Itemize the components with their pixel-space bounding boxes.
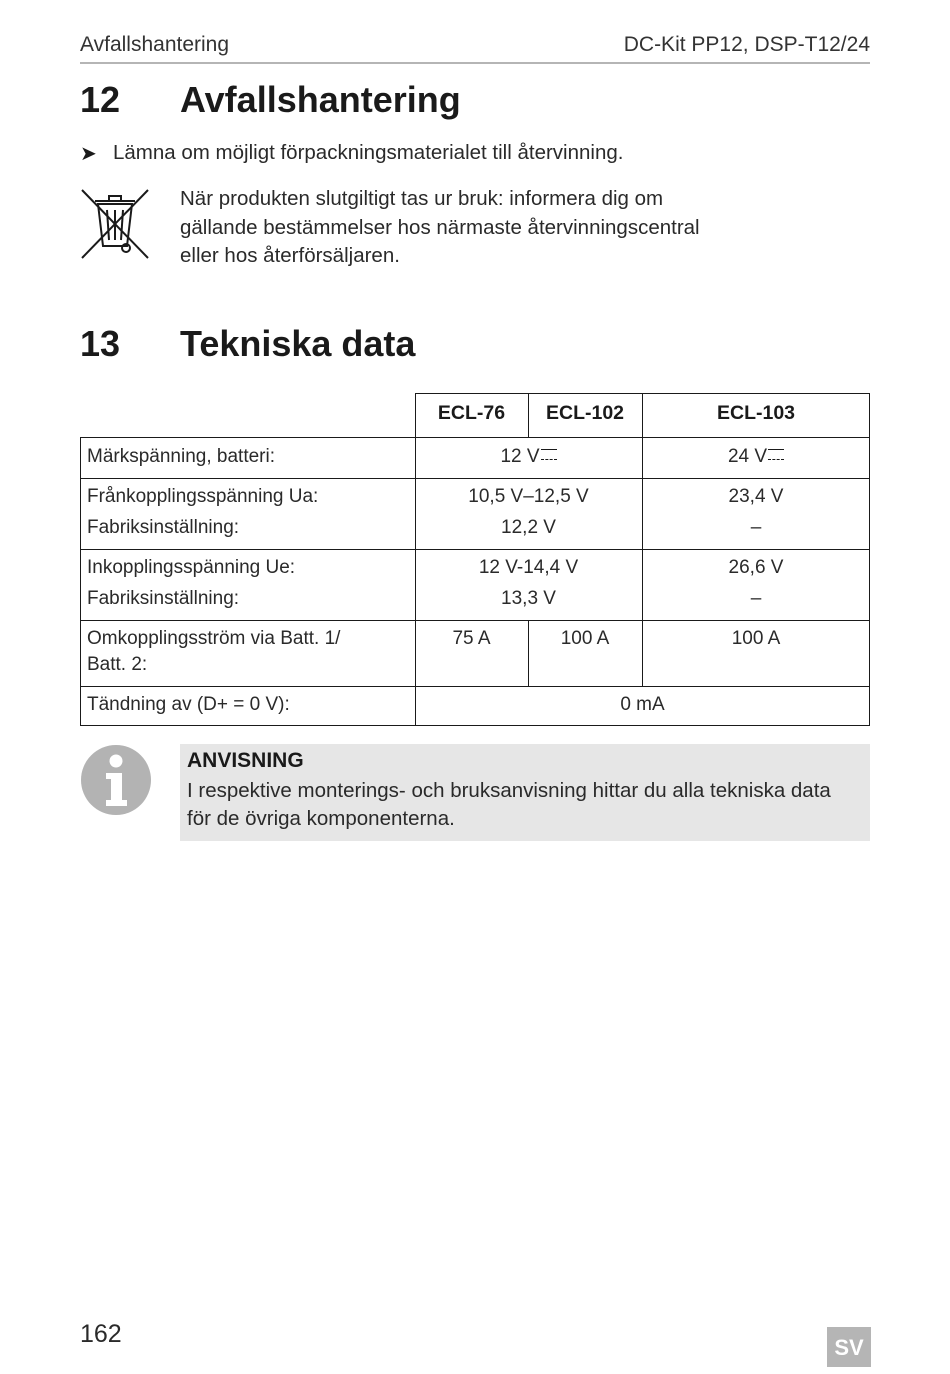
column-header-ecl-103: ECL-103 <box>716 402 796 424</box>
table-cell: 100 A <box>560 628 610 649</box>
row-label-rated-voltage: Märkspänning, batteri: <box>87 446 275 467</box>
section-13-title: Tekniska data <box>180 323 416 364</box>
table-cell: 10,5 V–12,5 V <box>468 486 589 507</box>
row-label-factory-setting: Fabriksinställning: <box>87 517 240 538</box>
running-header-product: DC-Kit PP12, DSP-T12/24 <box>623 33 870 56</box>
table-cell: 23,4 V <box>728 486 784 507</box>
row-label-factory-setting: Fabriksinställning: <box>87 588 240 609</box>
table-cell: – <box>750 588 762 609</box>
crossed-out-wheelie-bin-icon <box>80 188 150 260</box>
bullet-arrow-icon: ➤ <box>80 143 97 165</box>
row-label-switching-current: Omkopplingsström via Batt. 1/ <box>87 628 341 649</box>
column-header-ecl-76: ECL-76 <box>437 402 506 424</box>
disposal-line: gällande bestämmelser hos närmaste återvinningscentral <box>180 215 700 239</box>
note-line: för de övriga komponenterna. <box>187 807 455 830</box>
table-cell: 100 A <box>731 628 781 649</box>
disposal-line: eller hos återförsäljaren. <box>180 244 400 267</box>
table-cell: – <box>750 517 762 538</box>
language-badge: SV <box>827 1327 871 1367</box>
table-cell: 0 mA <box>620 694 665 715</box>
table-cell: 13,3 V <box>501 588 556 609</box>
note-text <box>187 777 863 833</box>
disposal-line: När produkten slutgiltigt tas ur bruk: informera dig om <box>180 187 664 210</box>
section-12-title: Avfallshantering <box>180 79 461 120</box>
disposal-info <box>180 185 780 271</box>
running-header-section: Avfallshantering <box>80 33 230 56</box>
note-title: ANVISNING <box>187 749 304 772</box>
table-cell: 12,2 V <box>501 517 556 538</box>
header-rule <box>80 62 870 64</box>
note-line: I respektive monterings- och bruksanvisning hittar du alla tekniska data <box>187 779 831 802</box>
row-label-cutin-voltage: Inkopplingsspänning Ue: <box>87 557 296 578</box>
section-12-number: 12 <box>80 79 121 120</box>
info-icon <box>80 744 152 816</box>
dc-symbol-icon <box>768 449 784 460</box>
table-cell: 12 V <box>415 446 642 468</box>
table-cell: 12 V-14,4 V <box>478 557 579 578</box>
row-label-switching-current-cont: Batt. 2: <box>87 654 148 675</box>
table-cell: 24 V <box>642 446 870 468</box>
row-label-cutoff-voltage: Frånkopplingsspänning Ua: <box>87 486 319 507</box>
dc-symbol-icon <box>541 449 557 460</box>
table-cell: 26,6 V <box>728 557 784 578</box>
technical-data-table <box>80 393 870 726</box>
column-header-ecl-102: ECL-102 <box>545 402 625 424</box>
packaging-instruction: Lämna om möjligt förpackningsmaterialet till återvinning. <box>113 141 624 164</box>
row-label-ignition: Tändning av (D+ = 0 V): <box>87 694 290 715</box>
table-cell: 75 A <box>452 628 491 649</box>
section-13-number: 13 <box>80 323 121 364</box>
page-number: 162 <box>80 1320 122 1348</box>
